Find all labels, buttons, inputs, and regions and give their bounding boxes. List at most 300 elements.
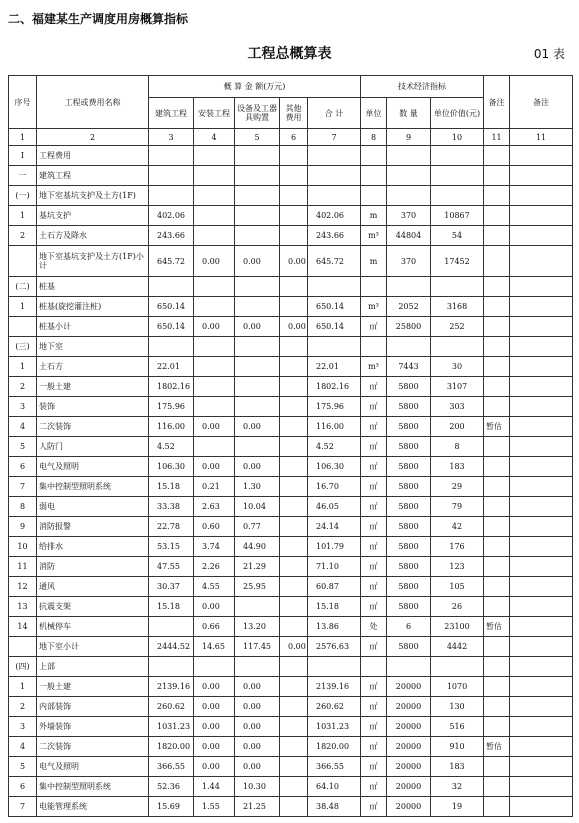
remark-2-cell [510,337,573,357]
seq-cell: 2 [9,697,37,717]
unit-cell: ㎡ [361,477,387,497]
quantity-cell [387,277,431,297]
install-cell: 0.00 [194,677,235,697]
quantity-cell: 5800 [387,397,431,417]
install-cell [194,657,235,677]
page-title: 工程总概算表 [247,46,332,62]
construction-cell: 4.52 [149,437,194,457]
other-cell [280,457,308,477]
name-cell: 桩基小计 [37,317,149,337]
table-row [9,777,573,797]
name-cell: 消防 [37,557,149,577]
table-row [9,477,573,497]
remark-cell [484,557,510,577]
remark-cell [484,477,510,497]
seq-cell [9,317,37,337]
equipment-cell [235,377,280,397]
other-cell [280,226,308,246]
unit-cell: ㎡ [361,497,387,517]
install-cell [194,297,235,317]
remark-cell [484,537,510,557]
remark-2-cell [510,737,573,757]
other-cell [280,377,308,397]
install-cell: 0.60 [194,517,235,537]
header-quantity: 数 量 [387,98,431,129]
equipment-cell: 0.00 [235,677,280,697]
unit-cell: ㎡ [361,537,387,557]
install-cell: 3.74 [194,537,235,557]
seq-cell: 8 [9,497,37,517]
name-cell: 地下室基坑支护及土方(1F)小计 [37,246,149,277]
header-estimate-group: 概 算 金 额(万元) [149,76,361,98]
quantity-cell: 20000 [387,717,431,737]
construction-cell [149,166,194,186]
total-cell: 243.66 [308,226,361,246]
install-cell: 2.63 [194,497,235,517]
install-cell: 0.00 [194,417,235,437]
equipment-cell: 13.20 [235,617,280,637]
other-cell [280,166,308,186]
total-cell: 24.14 [308,517,361,537]
total-cell: 4.52 [308,437,361,457]
name-cell: 地下室小计 [37,637,149,657]
remark-cell [484,517,510,537]
construction-cell [149,186,194,206]
quantity-cell: 20000 [387,797,431,817]
remark-cell [484,697,510,717]
remark-cell [484,277,510,297]
seq-cell: (三) [9,337,37,357]
remark-2-cell [510,577,573,597]
table-row [9,146,573,166]
table-row [9,397,573,417]
unit-value-cell: 183 [431,457,484,477]
column-number-cell: 10 [431,129,484,146]
unit-value-cell: 516 [431,717,484,737]
header-unit-value: 单位价值(元) [431,98,484,129]
name-cell: 上部 [37,657,149,677]
name-cell: 给排水 [37,537,149,557]
remark-2-cell [510,226,573,246]
table-row [9,657,573,677]
unit-value-cell: 4442 [431,637,484,657]
column-number-row [9,129,573,146]
unit-value-cell: 910 [431,737,484,757]
remark-2-cell [510,437,573,457]
table-row [9,597,573,617]
quantity-cell [387,146,431,166]
remark-2-cell [510,297,573,317]
quantity-cell: 2052 [387,297,431,317]
construction-cell: 366.55 [149,757,194,777]
quantity-cell: 20000 [387,777,431,797]
unit-cell: ㎡ [361,437,387,457]
remark-cell: 暂估 [484,737,510,757]
unit-value-cell: 105 [431,577,484,597]
unit-cell: m [361,246,387,277]
header-equipment: 设备及工器具购置 [235,98,280,129]
header-remark-2: 备注 [510,76,573,129]
install-cell: 0.00 [194,737,235,757]
unit-value-cell: 32 [431,777,484,797]
total-cell: 1802.16 [308,377,361,397]
total-cell: 13.86 [308,617,361,637]
estimate-table [8,75,573,817]
install-cell [194,226,235,246]
remark-2-cell [510,477,573,497]
remark-cell [484,797,510,817]
construction-cell: 15.69 [149,797,194,817]
column-number-cell: 11 [484,129,510,146]
quantity-cell: 20000 [387,737,431,757]
header-install: 安装工程 [194,98,235,129]
total-cell: 116.00 [308,417,361,437]
seq-cell: 2 [9,377,37,397]
quantity-cell: 20000 [387,677,431,697]
remark-2-cell [510,457,573,477]
remark-2-cell [510,277,573,297]
table-row [9,277,573,297]
other-cell: 0.00 [280,317,308,337]
unit-value-cell: 200 [431,417,484,437]
equipment-cell: 21.29 [235,557,280,577]
seq-cell: 2 [9,226,37,246]
construction-cell [149,337,194,357]
quantity-cell: 370 [387,246,431,277]
unit-value-cell: 17452 [431,246,484,277]
construction-cell: 650.14 [149,317,194,337]
remark-cell [484,357,510,377]
install-cell [194,166,235,186]
unit-value-cell: 26 [431,597,484,617]
unit-cell: ㎡ [361,737,387,757]
table-row [9,737,573,757]
quantity-cell: 20000 [387,697,431,717]
equipment-cell: 0.00 [235,717,280,737]
total-cell: 645.72 [308,246,361,277]
table-row [9,697,573,717]
remark-cell [484,246,510,277]
table-row [9,717,573,737]
total-cell [308,277,361,297]
install-cell [194,337,235,357]
remark-cell [484,377,510,397]
remark-cell [484,297,510,317]
unit-cell: ㎡ [361,397,387,417]
header-name: 工程或费用名称 [37,76,149,129]
remark-2-cell [510,206,573,226]
unit-value-cell [431,277,484,297]
remark-cell [484,437,510,457]
unit-value-cell: 30 [431,357,484,377]
construction-cell: 33.38 [149,497,194,517]
total-cell: 2576.63 [308,637,361,657]
construction-cell: 30.37 [149,577,194,597]
remark-2-cell [510,166,573,186]
total-cell: 22.01 [308,357,361,377]
name-cell: 外墙装饰 [37,717,149,737]
install-cell: 1.44 [194,777,235,797]
name-cell: 土石方 [37,357,149,377]
table-body [9,146,573,817]
unit-value-cell [431,146,484,166]
other-cell [280,397,308,417]
remark-2-cell [510,597,573,617]
quantity-cell: 5800 [387,417,431,437]
install-cell [194,437,235,457]
total-cell: 60.87 [308,577,361,597]
seq-cell: 3 [9,717,37,737]
remark-2-cell [510,357,573,377]
remark-cell: 暂估 [484,417,510,437]
other-cell [280,537,308,557]
name-cell: 工程费用 [37,146,149,166]
other-cell [280,777,308,797]
install-cell: 0.00 [194,697,235,717]
remark-2-cell [510,417,573,437]
other-cell [280,557,308,577]
quantity-cell: 5800 [387,577,431,597]
name-cell: 通风 [37,577,149,597]
table-header [9,76,573,146]
unit-value-cell: 79 [431,497,484,517]
remark-2-cell [510,497,573,517]
seq-cell: 13 [9,597,37,617]
equipment-cell: 44.90 [235,537,280,557]
remark-cell [484,337,510,357]
install-cell: 0.00 [194,246,235,277]
unit-value-cell: 183 [431,757,484,777]
column-number-cell: 11 [510,129,573,146]
seq-cell: 12 [9,577,37,597]
table-row [9,497,573,517]
other-cell [280,497,308,517]
construction-cell: 2444.52 [149,637,194,657]
seq-cell: 1 [9,677,37,697]
header-total: 合 计 [308,98,361,129]
name-cell: 机械停车 [37,617,149,637]
seq-cell: 11 [9,557,37,577]
install-cell: 4.55 [194,577,235,597]
equipment-cell: 0.00 [235,317,280,337]
unit-cell: ㎡ [361,377,387,397]
equipment-cell: 0.00 [235,697,280,717]
quantity-cell: 20000 [387,757,431,777]
seq-cell: 6 [9,457,37,477]
seq-cell: 4 [9,737,37,757]
other-cell [280,737,308,757]
seq-cell: (一) [9,186,37,206]
remark-cell [484,226,510,246]
remark-2-cell [510,517,573,537]
name-cell: 集中控制型照明系统 [37,777,149,797]
quantity-cell [387,337,431,357]
other-cell [280,206,308,226]
name-cell: 二次装饰 [37,737,149,757]
construction-cell: 645.72 [149,246,194,277]
table-row [9,557,573,577]
other-cell [280,277,308,297]
install-cell: 1.55 [194,797,235,817]
column-number-cell: 8 [361,129,387,146]
construction-cell: 15.18 [149,597,194,617]
unit-cell: m³ [361,357,387,377]
name-cell: 电气及照明 [37,757,149,777]
remark-cell [484,166,510,186]
equipment-cell [235,397,280,417]
seq-cell: (二) [9,277,37,297]
table-row [9,337,573,357]
total-cell: 15.18 [308,597,361,617]
remark-cell [484,206,510,226]
total-cell: 366.55 [308,757,361,777]
total-cell [308,657,361,677]
quantity-cell: 370 [387,206,431,226]
equipment-cell: 117.45 [235,637,280,657]
table-row [9,166,573,186]
construction-cell [149,657,194,677]
unit-value-cell: 54 [431,226,484,246]
remark-2-cell [510,246,573,277]
unit-value-cell: 3107 [431,377,484,397]
table-row [9,357,573,377]
name-cell: 土石方及降水 [37,226,149,246]
seq-cell: 4 [9,417,37,437]
construction-cell: 650.14 [149,297,194,317]
unit-cell: m³ [361,226,387,246]
total-cell: 106.30 [308,457,361,477]
other-cell [280,337,308,357]
unit-value-cell: 10867 [431,206,484,226]
section-heading: 二、福建某生产调度用房概算指标 [8,12,189,26]
equipment-cell [235,226,280,246]
equipment-cell [235,206,280,226]
install-cell: 14.65 [194,637,235,657]
total-cell: 175.96 [308,397,361,417]
unit-cell [361,657,387,677]
total-cell: 1031.23 [308,717,361,737]
remark-2-cell [510,537,573,557]
remark-cell [484,146,510,166]
equipment-cell [235,146,280,166]
unit-cell [361,337,387,357]
seq-cell [9,246,37,277]
other-cell [280,657,308,677]
quantity-cell [387,657,431,677]
total-cell: 64.10 [308,777,361,797]
total-cell: 101.79 [308,537,361,557]
other-cell [280,617,308,637]
name-cell: 装饰 [37,397,149,417]
remark-cell [484,457,510,477]
quantity-cell: 7443 [387,357,431,377]
seq-cell: 1 [9,206,37,226]
unit-cell: ㎡ [361,777,387,797]
unit-value-cell: 3168 [431,297,484,317]
equipment-cell: 10.04 [235,497,280,517]
table-row [9,537,573,557]
construction-cell [149,617,194,637]
table-row [9,206,573,226]
column-number-cell: 9 [387,129,431,146]
equipment-cell: 0.00 [235,457,280,477]
unit-cell: ㎡ [361,517,387,537]
total-cell: 650.14 [308,297,361,317]
equipment-cell: 1.30 [235,477,280,497]
equipment-cell: 0.00 [235,246,280,277]
unit-value-cell: 123 [431,557,484,577]
total-cell: 38.48 [308,797,361,817]
total-cell: 1820.00 [308,737,361,757]
remark-cell [484,717,510,737]
unit-cell: ㎡ [361,797,387,817]
remark-cell [484,597,510,617]
seq-cell [9,637,37,657]
seq-cell: 1 [9,297,37,317]
table-row [9,637,573,657]
quantity-cell: 5800 [387,517,431,537]
quantity-cell: 25800 [387,317,431,337]
name-cell: 地下室基坑支护及土方(1F) [37,186,149,206]
equipment-cell [235,186,280,206]
construction-cell: 1820.00 [149,737,194,757]
equipment-cell [235,297,280,317]
unit-cell [361,166,387,186]
construction-cell: 15.18 [149,477,194,497]
quantity-cell [387,186,431,206]
unit-cell: m [361,206,387,226]
header-other: 其他费用 [280,98,308,129]
name-cell: 桩基(旋挖灌注桩) [37,297,149,317]
other-cell [280,297,308,317]
total-cell: 2139.16 [308,677,361,697]
unit-cell [361,277,387,297]
quantity-cell: 5800 [387,497,431,517]
remark-2-cell [510,777,573,797]
header-tech-group: 技术经济指标 [361,76,484,98]
remark-cell [484,317,510,337]
equipment-cell [235,166,280,186]
unit-cell: 处 [361,617,387,637]
name-cell: 电能管理系统 [37,797,149,817]
table-row [9,757,573,777]
name-cell: 地下室 [37,337,149,357]
equipment-cell: 0.00 [235,757,280,777]
seq-cell: 1 [9,357,37,377]
unit-value-cell: 252 [431,317,484,337]
other-cell [280,677,308,697]
install-cell: 2.26 [194,557,235,577]
install-cell [194,357,235,377]
remark-cell [484,657,510,677]
unit-value-cell [431,337,484,357]
quantity-cell: 5800 [387,377,431,397]
unit-cell: ㎡ [361,557,387,577]
unit-value-cell: 1070 [431,677,484,697]
total-cell: 260.62 [308,697,361,717]
install-cell: 0.00 [194,597,235,617]
quantity-cell: 44804 [387,226,431,246]
other-cell: 0.00 [280,246,308,277]
equipment-cell: 0.00 [235,737,280,757]
name-cell: 内部装饰 [37,697,149,717]
table-row [9,517,573,537]
remark-2-cell [510,186,573,206]
unit-value-cell [431,186,484,206]
other-cell [280,597,308,617]
unit-cell: m³ [361,297,387,317]
other-cell [280,417,308,437]
